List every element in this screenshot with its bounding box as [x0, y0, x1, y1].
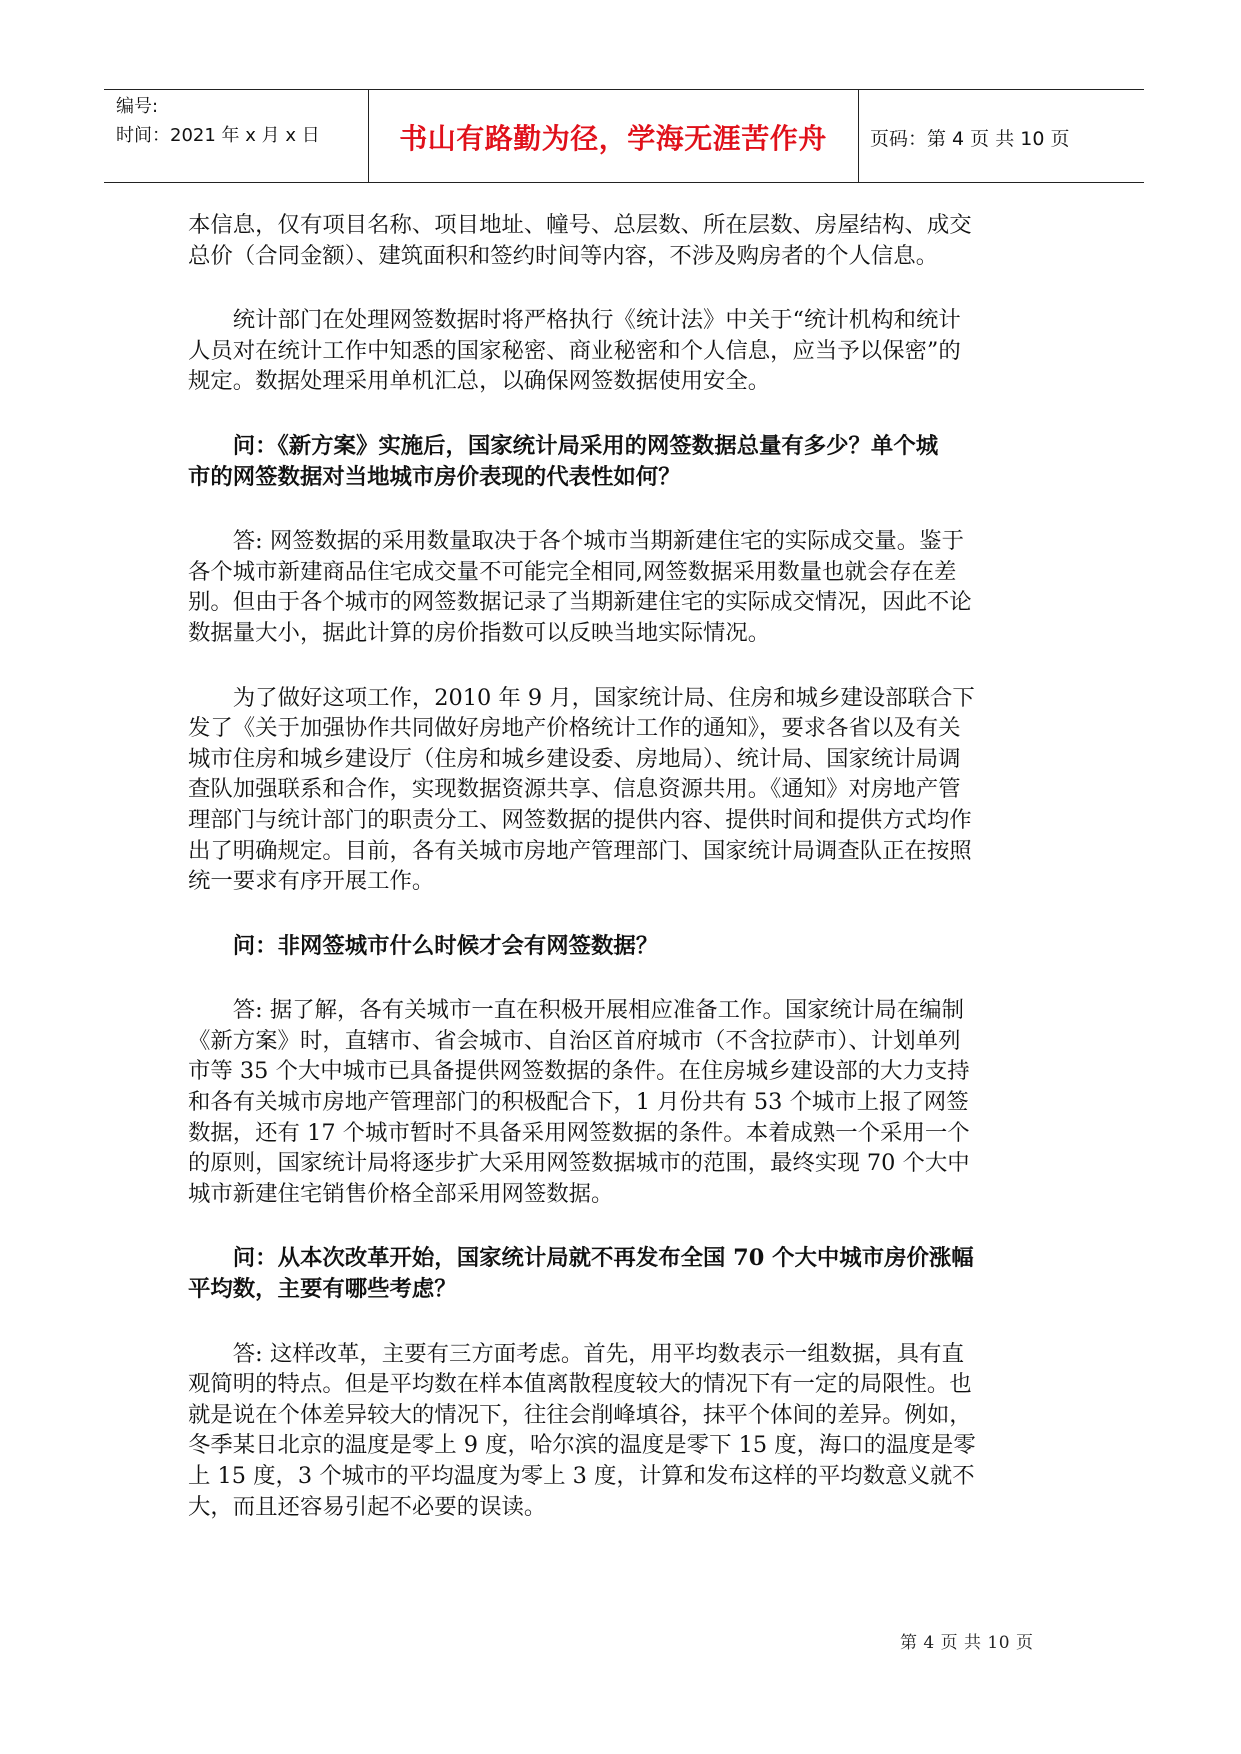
- text-line: 城市新建住宅销售价格全部采用网签数据。: [188, 1180, 614, 1207]
- answer-2: [188, 995, 1056, 1209]
- text-line: 各个城市新建商品住宅成交量不可能完全相同,网签数据采用数量也就会存在差: [188, 558, 957, 585]
- text-line: 人员对在统计工作中知悉的国家秘密、商业秘密和个人信息，应当予以保密”的: [188, 337, 961, 364]
- question-line: 市的网签数据对当地城市房价表现的代表性如何？: [188, 463, 681, 490]
- question-line: 问：从本次改革开始，国家统计局就不再发布全国 70 个大中城市房价涨幅: [232, 1245, 974, 1272]
- text-line: 理部门与统计部门的职责分工、网签数据的提供内容、提供时间和提供方式均作: [188, 806, 972, 833]
- question-line: 问：《新方案》实施后，国家统计局采用的网签数据总量有多少？单个城: [232, 432, 939, 459]
- text-line: 城市住房和城乡建设厅（住房和城乡建设委、房地局）、统计局、国家统计局调: [188, 745, 961, 772]
- text-line: 数据，还有 17 个城市暂时不具备采用网签数据的条件。本着成熟一个采用一个: [188, 1119, 970, 1146]
- text-line: 统计部门在处理网签数据时将严格执行《统计法》中关于“统计机构和统计: [232, 307, 961, 334]
- paragraph-confidentiality: [188, 305, 1056, 397]
- paragraph-continuation: [188, 210, 1056, 271]
- text-line: 上 15 度，3 个城市的平均温度为零上 3 度，计算和发布这样的平均数意义就不: [188, 1463, 975, 1489]
- text-line: 答: 这样改革，主要有三方面考虑。首先，用平均数表示一组数据，具有直: [232, 1340, 964, 1367]
- answer-3: [188, 1339, 1056, 1523]
- text-line: 统一要求有序开展工作。: [188, 868, 435, 895]
- text-line: 出了明确规定。目前，各有关城市房地产管理部门、国家统计局调查队正在按照: [188, 837, 972, 864]
- text-line: 为了做好这项工作，2010 年 9 月，国家统计局、住房和城乡建设部联合下: [232, 684, 975, 711]
- paragraph-cooperation: [188, 683, 1056, 897]
- text-line: 的原则，国家统计局将逐步扩大采用网签数据城市的范围，最终实现 70 个大中: [188, 1150, 970, 1177]
- header-bottom-rule: [104, 182, 1144, 183]
- text-line: 查队加强联系和合作，实现数据资源共享、信息资源共用。《通知》对房地产管: [188, 776, 961, 803]
- question-line: 问：非网签城市什么时候才会有网签数据？: [232, 932, 659, 959]
- text-line: 冬季某日北京的温度是零上 9 度，哈尔滨的温度是零下 15 度，海口的温度是零: [188, 1432, 976, 1459]
- text-line: 规定。数据处理采用单机汇总，以确保网签数据使用安全。: [188, 368, 771, 395]
- header-top-rule: [104, 89, 1144, 90]
- text-line: 别。但由于各个城市的网签数据记录了当期新建住宅的实际成交情况，因此不论: [188, 589, 972, 616]
- text-line: 市等 35 个大中城市已具备提供网签数据的条件。在住房城乡建设部的大力支持: [188, 1058, 970, 1085]
- text-line: 和各有关城市房地产管理部门的积极配合下，1 月份共有 53 个城市上报了网签: [188, 1089, 969, 1116]
- header-motto: 书山有路勤为径，学海无涯苦作舟: [399, 122, 827, 155]
- header-page-number: 页码：第 4 页 共 10 页: [870, 128, 1070, 150]
- text-line: 就是说在个体差异较大的情况下，往往会削峰填谷，抹平个体间的差异。例如，: [188, 1401, 972, 1428]
- text-line: 本信息，仅有项目名称、项目地址、幢号、总层数、所在层数、房屋结构、成交: [188, 212, 972, 238]
- text-line: 答: 网签数据的采用数量取决于各个城市当期新建住宅的实际成交量。鉴于: [232, 528, 964, 555]
- document-time-label: 时间：2021 年 x 月 x 日: [116, 125, 320, 146]
- text-line: 发了《关于加强协作共同做好房地产价格统计工作的通知》，要求各省以及有关: [188, 715, 961, 742]
- question-3: [188, 1243, 1056, 1304]
- footer-page-number: 第 4 页 共 10 页: [900, 1633, 1034, 1653]
- text-line: 《新方案》时，直辖市、省会城市、自治区首府城市（不含拉萨市）、计划单列: [188, 1027, 961, 1054]
- question-2: [188, 931, 1056, 962]
- question-line: 平均数，主要有哪些考虑？: [188, 1276, 457, 1303]
- text-line: 观简明的特点。但是平均数在样本值离散程度较大的情况下有一定的局限性。也: [188, 1371, 972, 1398]
- header-divider-right: [858, 89, 859, 182]
- text-line: 大，而且还容易引起不必要的误读。: [188, 1493, 547, 1520]
- document-body: [188, 210, 1056, 1522]
- text-line: 数据量大小，据此计算的房价指数可以反映当地实际情况。: [188, 619, 771, 646]
- text-line: 总价（合同金额）、建筑面积和签约时间等内容，不涉及购房者的个人信息。: [188, 242, 939, 269]
- question-1: [188, 431, 1056, 492]
- text-line: 答: 据了解，各有关城市一直在积极开展相应准备工作。国家统计局在编制: [232, 997, 964, 1024]
- document-number-label: 编号:: [116, 96, 159, 117]
- answer-1: [188, 526, 1056, 648]
- header-meta: [116, 92, 320, 150]
